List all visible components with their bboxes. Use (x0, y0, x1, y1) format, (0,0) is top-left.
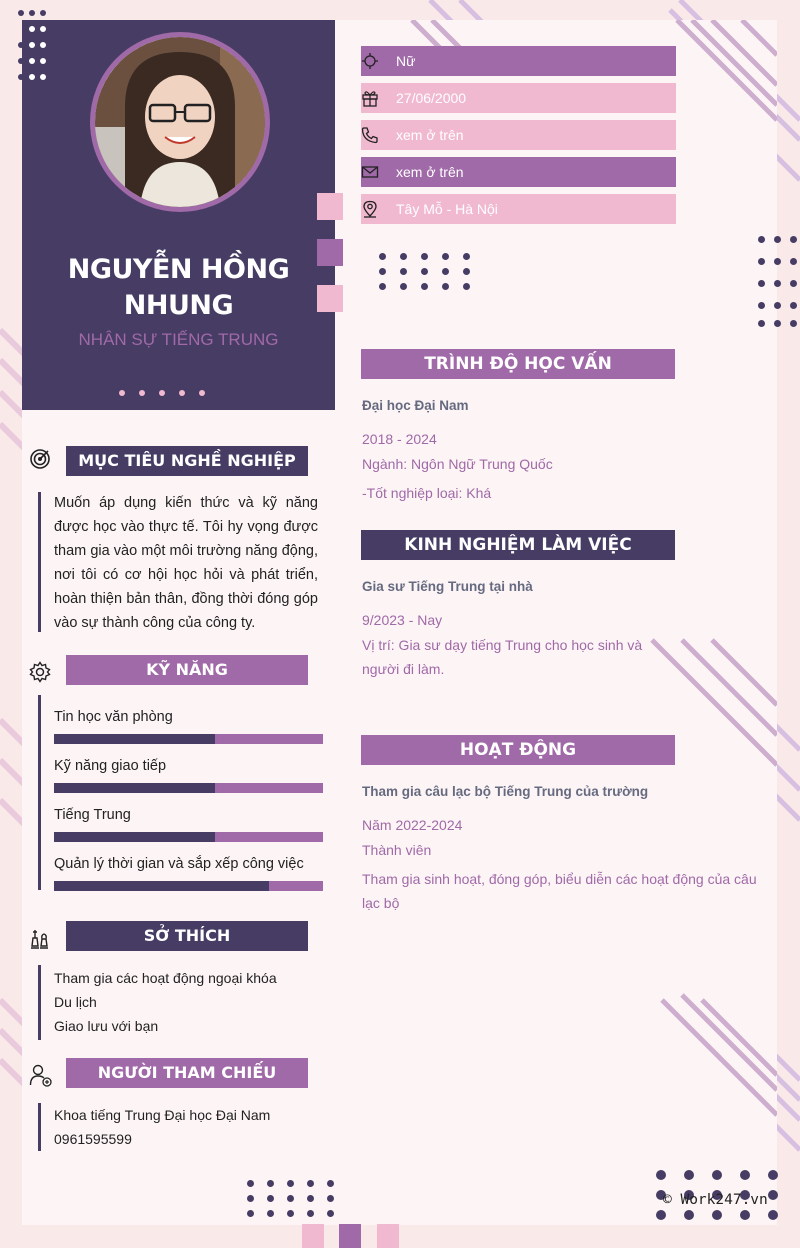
section-title-experience: KINH NGHIỆM LÀM VIỆC (361, 530, 675, 560)
section-title-skills: KỸ NĂNG (66, 655, 308, 685)
section-title-objective: MỤC TIÊU NGHỀ NGHIỆP (66, 446, 308, 476)
skill-label: Quản lý thời gian và sắp xếp công việc (54, 856, 304, 872)
objective-text: Muốn áp dụng kiến thức và kỹ năng được học vào thực tế. Tôi hy vọng được tham gia vào một môi trường năng động, nơi tôi có cơ hội học hỏi và phát triển, hoàn thiện bản thân, đồng thời đóng góp vào sự thành công của công ty. (54, 495, 318, 631)
dots-grid-top-left (18, 10, 48, 85)
reference-item: 0961595599 (54, 1131, 132, 1147)
contact-row-gender (361, 46, 676, 76)
hobby-item: Du lịch (54, 994, 97, 1010)
deco-square (317, 239, 343, 266)
experience-desc: Vị trí: Gia sư dạy tiếng Trung cho học sinh và (362, 637, 643, 653)
section-title-hobbies: SỞ THÍCH (66, 921, 308, 951)
gear-icon (29, 661, 51, 683)
contact-value: xem ở trên (396, 164, 464, 180)
phone-icon (361, 126, 379, 144)
activity-desc: lạc bộ (362, 895, 400, 911)
mail-icon (361, 163, 379, 181)
section-divider (38, 695, 41, 890)
skill-bar (54, 881, 323, 891)
name-line-2: NHUNG (123, 290, 234, 321)
experience-period: 9/2023 - Nay (362, 612, 443, 628)
skill-bar (54, 832, 323, 842)
gift-icon (361, 89, 379, 107)
skill-label: Kỹ năng giao tiếp (54, 758, 167, 774)
section-title-activities: HOẠT ĐỘNG (361, 735, 675, 765)
skill-bar-fill (54, 881, 269, 891)
deco-square (317, 285, 343, 312)
skill-label: Tin học văn phòng (54, 709, 173, 725)
contact-row-address (361, 194, 676, 224)
location-icon (361, 200, 379, 218)
section-title-references: NGƯỜI THAM CHIẾU (66, 1058, 308, 1088)
reference-item: Khoa tiếng Trung Đại học Đại Nam (54, 1107, 271, 1123)
skill-bar-fill (54, 783, 215, 793)
candidate-name (22, 252, 335, 324)
target-icon (29, 448, 51, 470)
deco-square (377, 1224, 399, 1248)
skill-bar-fill (54, 832, 215, 842)
hobby-item: Tham gia các hoạt động ngoại khóa (54, 970, 277, 986)
education-period: 2018 - 2024 (362, 431, 437, 447)
activity-period: Năm 2022-2024 (362, 817, 463, 833)
section-divider (38, 965, 41, 1040)
skill-bar (54, 734, 323, 744)
decorative-dots-row (119, 383, 219, 401)
chess-icon (28, 926, 50, 950)
skill-label: Tiếng Trung (54, 807, 131, 823)
contact-row-email (361, 157, 676, 187)
contact-value: 27/06/2000 (396, 90, 467, 106)
name-line-1: NGUYỄN HỒNG (67, 254, 290, 285)
experience-company: Gia sư Tiếng Trung tại nhà (362, 579, 533, 594)
deco-square (317, 193, 343, 220)
section-title-education: TRÌNH ĐỘ HỌC VẤN (361, 349, 675, 379)
contact-row-birthday (361, 83, 676, 113)
deco-square (302, 1224, 324, 1248)
skill-bar-fill (54, 734, 215, 744)
activity-org: Tham gia câu lạc bộ Tiếng Trung của trường (362, 784, 649, 799)
contact-value: Tây Mỗ - Hà Nội (396, 201, 498, 217)
education-major: Ngành: Ngôn Ngữ Trung Quốc (362, 456, 553, 472)
contact-value: xem ở trên (396, 127, 464, 143)
contact-value: Nữ (396, 53, 416, 69)
section-divider (38, 1103, 41, 1151)
hobby-item: Giao lưu với bạn (54, 1018, 159, 1034)
experience-desc: người đi làm. (362, 661, 445, 677)
dots-grid-bottom-center (247, 1180, 337, 1220)
person-add-icon (29, 1063, 53, 1087)
activity-role: Thành viên (362, 842, 432, 858)
section-divider (38, 492, 41, 632)
avatar (90, 32, 270, 212)
contact-row-phone (361, 120, 676, 150)
activity-desc: Tham gia sinh hoạt, đóng góp, biểu diễn các hoạt động của câu (362, 871, 757, 887)
deco-square (339, 1224, 361, 1248)
watermark: © Work247.vn (663, 1192, 768, 1208)
dots-grid-right (758, 236, 800, 331)
education-grade: -Tốt nghiệp loại: Khá (362, 485, 492, 501)
gender-icon (361, 52, 379, 70)
education-school: Đại học Đại Nam (362, 398, 469, 413)
job-title: NHÂN SỰ TIẾNG TRUNG (78, 330, 279, 349)
skill-bar (54, 783, 323, 793)
dots-grid-middle (379, 253, 469, 293)
